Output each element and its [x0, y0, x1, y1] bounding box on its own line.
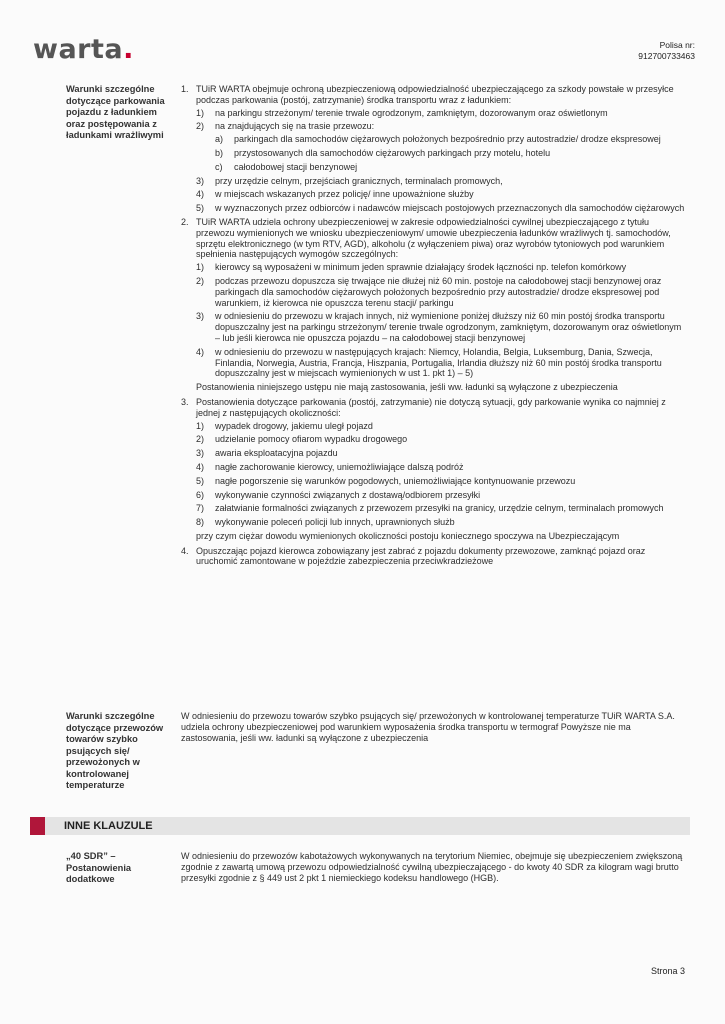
list-item: [196, 503, 686, 514]
item-text: nagłe pogorszenie się warunków pogodowych, uniemożliwiające kontynuowanie przewozu: [215, 475, 576, 486]
page-number: Strona 3: [650, 966, 685, 976]
inne-klauzule-header: [30, 817, 690, 835]
policy-label: Polisa nr:: [659, 40, 695, 50]
sub-list: [196, 421, 686, 528]
section4-label: „40 SDR” – Postanowienia dodatkowe: [66, 851, 132, 884]
item-text: podczas przewozu dopuszcza się trwające nie dłużej niż 60 min. postoje na całodobowej stacji benzynowej oraz parkingach dla samochodów ciężarowych położonych bezpośrednio przy autostradzie/ drodze ekspresowej pod warunkiem, iż kierowca nie opuszcza terenu stacji/ parkingu: [215, 275, 662, 308]
list-item: [196, 517, 686, 528]
list-item: [196, 276, 686, 308]
sub-list: [196, 108, 686, 214]
item-text: wypadek drogowy, jakiemu uległ pojazd: [215, 420, 373, 431]
item-text: wykonywanie poleceń policji lub innych, uprawnionych służb: [215, 517, 455, 528]
list-item: [196, 462, 686, 473]
item-text: wykonywanie czynności związanych z dostawą/odbiorem przesyłki: [215, 489, 481, 500]
section-marker: [30, 817, 45, 835]
list-item: [196, 490, 686, 501]
item-text: awaria eksploatacyjna pojazdu: [215, 448, 338, 459]
clause-text: Opuszczając pojazd kierowca zobowiązany jest zabrać z pojazdu dokumenty przewozowe, zamknąć pojazd oraz uruchomić zamontowane w pojeździe zabezpieczenia przeciwkradzieżowe: [196, 545, 646, 567]
section1-list: [181, 84, 686, 567]
item-number: 8): [196, 517, 205, 528]
clause-number: 1.: [181, 84, 189, 94]
item-number: 2): [196, 434, 205, 445]
clause-text: Postanowienia dotyczące parkowania (postój, zatrzymanie) nie dotyczą sytuacji, gdy parkowanie wynika co najmniej z jednej z następujących okoliczności:: [196, 396, 666, 418]
item-number: 4): [196, 461, 205, 472]
list-item: [196, 176, 686, 187]
item-number: 4): [196, 346, 205, 357]
item-text: w odniesieniu do przewozu w krajach innych, niż wymienione poniżej dłuższy niż 60 min postój środka transportu dopuszczalny jest na parkingu strzeżonym/ terenie trwale ogrodzonym, zamkniętym, dozorowanym oraz oświetlonym – lub jeśli kierowca nie opuszcza pojazdu – na całodobowej stacji benzynowej: [215, 311, 682, 343]
list-item: [196, 448, 686, 459]
clause-number: 3.: [181, 396, 189, 407]
item-number: b): [215, 147, 224, 158]
numbered-clause: [181, 217, 686, 379]
list-item: [215, 148, 686, 159]
item-number: 1): [196, 262, 205, 273]
item-number: 2): [196, 275, 205, 286]
list-item: [196, 189, 686, 200]
section2-label: Warunki szczególne dotyczące przewozów towarów szybko psujących się/ przewożonych w kontrolowanej temperaturze: [66, 711, 164, 790]
clause-note: przy czym ciężar dowodu wymienionych okoliczności postoju koniecznego spoczywa na Ubezpieczającym: [196, 530, 620, 541]
list-item: [196, 476, 686, 487]
item-number: 7): [196, 503, 205, 514]
item-number: c): [215, 161, 223, 172]
numbered-clause: [181, 397, 686, 528]
item-text: w wyznaczonych przez odbiorców i nadawców miejscach postojowych przeznaczonych dla samochodów ciężarowych: [215, 203, 685, 214]
list-item: [196, 121, 686, 172]
item-number: a): [215, 134, 224, 145]
item-number: 5): [196, 475, 205, 486]
section4-text: W odniesieniu do przewozów kabotażowych wykonywanych na terytorium Niemiec, obejmuje się ubezpieczeniem zwiększoną zgodnie z zawartą umową przewozu odpowiedzialność cywilną ubezpieczającego - do kwoty 40 SDR za kilogram wagi brutto przesyłki zgodnie z § 449 ust 2 pkt 1 niemieckiego kodeksu handlowego (HGB).: [181, 851, 683, 883]
policy-number: 912700733463: [638, 51, 695, 61]
item-number: 3): [196, 175, 205, 186]
item-number: 1): [196, 107, 205, 118]
clause-note: Postanowienia niniejszego ustępu nie mają zastosowania, jeśli ww. ładunki są wyłączone z ubezpieczenia: [196, 382, 618, 393]
item-number: 3): [196, 448, 205, 459]
sub-list: [196, 262, 686, 379]
item-text: przy urzędzie celnym, przejściach granicznych, terminalach promowych,: [215, 175, 503, 186]
list-item: [215, 162, 686, 173]
item-number: 3): [196, 311, 205, 322]
item-text: w miejscach wskazanych przez policję/ inne upoważnione służby: [215, 189, 474, 200]
warta-logo: warta.: [33, 34, 134, 65]
list-item: [196, 108, 686, 119]
list-item: [196, 311, 686, 343]
list-item: [215, 134, 686, 145]
clause-number: 2.: [181, 216, 189, 227]
item-text: parkingach dla samochodów ciężarowych położonych bezpośrednio przy autostradzie/ drodze ekspresowej: [234, 134, 661, 145]
section-title: INNE KLAUZULE: [64, 820, 153, 832]
item-number: 5): [196, 203, 205, 214]
item-text: załatwianie formalności związanych z przewozem przesyłki na granicy, urzędzie celnym, terminalach promowych: [215, 503, 664, 514]
item-text: na parkingu strzeżonym/ terenie trwale ogrodzonym, zamkniętym, dozorowanym oraz oświetlonym: [215, 107, 608, 118]
section1-label: Warunki szczególne dotyczące parkowania pojazdu z ładunkiem oraz postępowania z ładunkami wrażliwymi: [66, 84, 165, 140]
section1-body: [181, 84, 686, 568]
numbered-clause: [181, 84, 686, 214]
clause-text: TUiR WARTA obejmuje ochroną ubezpieczeniową odpowiedzialność ubezpieczającego za szkody powstałe w przesyłce podczas parkowania (postój, zatrzymanie) środka transportu wraz z ładunkiem:: [196, 84, 674, 105]
item-number: 1): [196, 420, 205, 431]
list-item: [196, 434, 686, 445]
item-text: nagłe zachorowanie kierowcy, uniemożliwiające dalszą podróż: [215, 461, 464, 472]
list-item: [196, 203, 686, 214]
numbered-clause: [181, 546, 686, 568]
item-number: 2): [196, 121, 205, 132]
item-number: 4): [196, 189, 205, 200]
item-text: udzielanie pomocy ofiarom wypadku drogowego: [215, 434, 408, 445]
item-text: w odniesieniu do przewozu w następujących krajach: Niemcy, Holandia, Belgia, Luksemburg, Dania, Szwecja, Finlandia, Norwegia, Austria, Francja, Hiszpania, Portugalia, Irlandia dłuższy niż 60 min postój środka transportu dopuszczalny jest w miejscach wymienionych w ust 1. pkt 1) – 5): [215, 346, 662, 379]
clause-number: 4.: [181, 545, 189, 556]
item-number: 6): [196, 489, 205, 500]
list-item: [196, 262, 686, 273]
item-text: całodobowej stacji benzynowej: [234, 161, 358, 172]
item-text: przystosowanych dla samochodów ciężarowych parkingach przy motelu, hotelu: [234, 147, 551, 158]
clause-text: TUiR WARTA udziela ochrony ubezpieczeniowej w zakresie odpowiedzialności cywilnej ubezpieczającego z tytułu przewozu wymienionych we wniosku ubezpieczeniowym/ umowie ubezpieczenia ładunków wrażliwych tj. samochodów, sprzętu elektronicznego (w tym RTV, AGD), alkoholu (z wyłączeniem piwa) oraz wyrobów tytoniowych pod warunkiem spełnienia następujących wymogów szczególnych:: [196, 216, 671, 260]
section2-text: W odniesieniu do przewozu towarów szybko psujących się/ przewożonych w kontrolowanej temperaturze TUiR WARTA S.A. udziela ochrony ubezpieczeniowej pod warunkiem wyposażenia środka transportu w termograf Powyższe nie ma zastosowania, jeśli ww. ładunki są wyłączone z ubezpieczenia: [181, 711, 675, 743]
item-text: kierowcy są wyposażeni w minimum jeden sprawnie działający środek łączności np. telefon komórkowy: [215, 262, 627, 273]
list-item: [196, 421, 686, 432]
policy-number-block: [638, 40, 695, 62]
list-item: [196, 347, 686, 379]
nested-list: [215, 134, 686, 172]
item-text: na znajdujących się na trasie przewozu:: [215, 121, 375, 132]
